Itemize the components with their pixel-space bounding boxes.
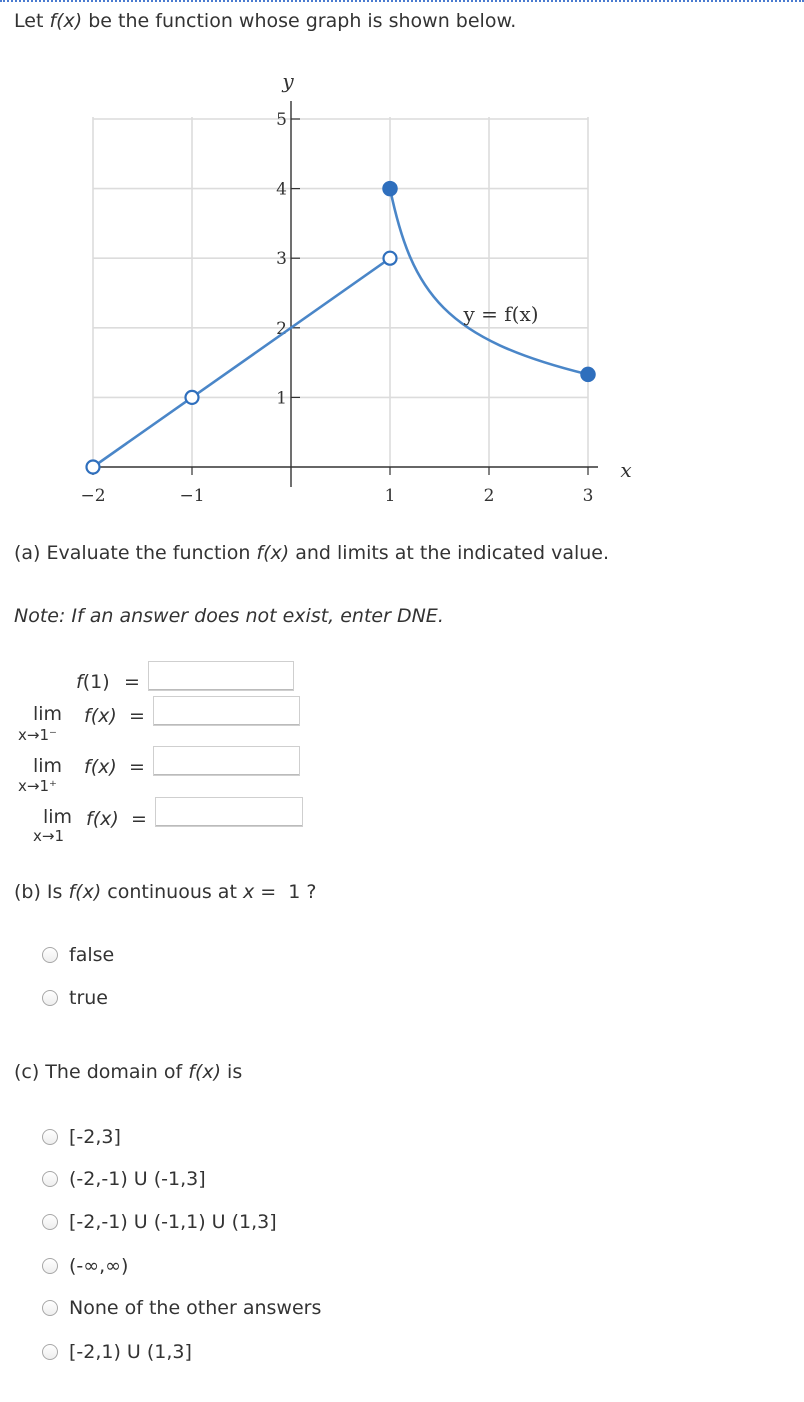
x-axis-label: x [620, 458, 632, 482]
radio-true[interactable] [42, 990, 58, 1006]
radio-domain-3[interactable] [42, 1214, 58, 1230]
y-axis-label: y [282, 69, 294, 93]
closed-point [581, 367, 595, 381]
domain-option-2[interactable] [42, 1167, 206, 1191]
part-a-heading-pre: (a) Evaluate the function [14, 542, 257, 564]
domain-option-6[interactable] [42, 1340, 192, 1364]
left-limit-fx: f(x) [84, 705, 117, 727]
closed-point [383, 182, 397, 196]
part-b-value: 1 [288, 881, 301, 903]
prompt-text-post: be the function whose graph is shown below. [82, 10, 517, 32]
option-false-label: false [69, 944, 115, 966]
part-b-pre: (b) Is [14, 881, 69, 903]
x-tick-label: 2 [483, 486, 495, 506]
part-b-end: ? [300, 881, 317, 903]
radio-domain-1[interactable] [42, 1129, 58, 1145]
option-false[interactable] [42, 943, 114, 967]
left-limit-subscript: x→1⁻ [18, 726, 57, 744]
open-point [87, 461, 100, 474]
right-limit-answer-input[interactable] [153, 746, 300, 776]
part-b-eq: = [254, 881, 283, 903]
part-b-fx: f(x) [68, 881, 102, 903]
function-graph [60, 60, 640, 510]
domain-option-6-label: [-2,1) U (1,3] [69, 1341, 192, 1363]
right-limit-fx: f(x) [84, 756, 117, 778]
y-tick-label: 2 [276, 318, 287, 339]
y-tick-label: 1 [276, 388, 287, 409]
domain-option-5[interactable] [42, 1296, 321, 1320]
part-c-question [14, 1061, 242, 1083]
domain-option-3-label: [-2,-1) U (-1,1) U (1,3] [69, 1211, 277, 1233]
right-limit-lim: lim [33, 755, 63, 777]
right-limit-subscript: x→1⁺ [18, 777, 57, 795]
limit-equals: = [131, 808, 147, 830]
domain-option-1[interactable] [42, 1125, 121, 1149]
radio-domain-4[interactable] [42, 1258, 58, 1274]
y-tick-label: 3 [276, 249, 287, 270]
part-a-heading-fx: f(x) [256, 542, 290, 564]
part-c-pre: (c) The domain of [14, 1061, 189, 1083]
radio-domain-5[interactable] [42, 1300, 58, 1316]
radio-domain-2[interactable] [42, 1171, 58, 1187]
x-tick-label: 3 [582, 486, 594, 506]
part-c-post: is [221, 1061, 243, 1083]
f1-label: f(1) [76, 671, 110, 693]
right-limit-equals: = [129, 756, 145, 778]
left-limit-answer-input[interactable] [153, 696, 300, 726]
f1-answer-input[interactable] [148, 661, 294, 691]
y-tick-label: 5 [276, 110, 287, 130]
x-tick-label: −2 [80, 486, 106, 506]
part-b-x: x [242, 881, 255, 903]
domain-option-2-label: (-2,-1) U (-1,3] [69, 1168, 206, 1190]
part-a-heading [14, 542, 609, 564]
x-tick-label: −1 [179, 486, 205, 506]
part-b-question [14, 881, 316, 903]
left-limit-lim: lim [33, 703, 63, 725]
y-tick-label: 4 [276, 179, 287, 200]
part-b-mid: continuous at [101, 881, 243, 903]
domain-option-4-label: (-∞,∞) [69, 1255, 129, 1277]
domain-option-3[interactable] [42, 1210, 277, 1234]
radio-domain-6[interactable] [42, 1344, 58, 1360]
top-dotted-border [0, 0, 804, 2]
option-true-label: true [69, 987, 108, 1009]
part-a-note: Note: If an answer does not exist, enter DNE. [14, 605, 444, 627]
limit-fx: f(x) [86, 808, 119, 830]
limit-lim: lim [43, 806, 73, 828]
question-prompt [14, 10, 516, 32]
prompt-text-pre: Let [14, 10, 50, 32]
domain-option-5-label: None of the other answers [69, 1297, 322, 1319]
prompt-fx: f(x) [49, 10, 83, 32]
radio-false[interactable] [42, 947, 58, 963]
domain-option-1-label: [-2,3] [69, 1126, 121, 1148]
left-limit-equals: = [129, 705, 145, 727]
part-a-heading-post: and limits at the indicated value. [289, 542, 610, 564]
option-true[interactable] [42, 986, 108, 1010]
domain-option-4[interactable] [42, 1254, 128, 1278]
x-tick-label: 1 [384, 486, 396, 506]
limit-answer-input[interactable] [155, 797, 303, 827]
limit-subscript: x→1 [33, 827, 64, 845]
linear-segment [93, 258, 390, 467]
open-point [384, 252, 397, 265]
part-c-fx: f(x) [188, 1061, 222, 1083]
curve-label: y = f(x) [463, 301, 539, 326]
f1-equals: = [124, 671, 140, 693]
open-point [186, 391, 199, 404]
